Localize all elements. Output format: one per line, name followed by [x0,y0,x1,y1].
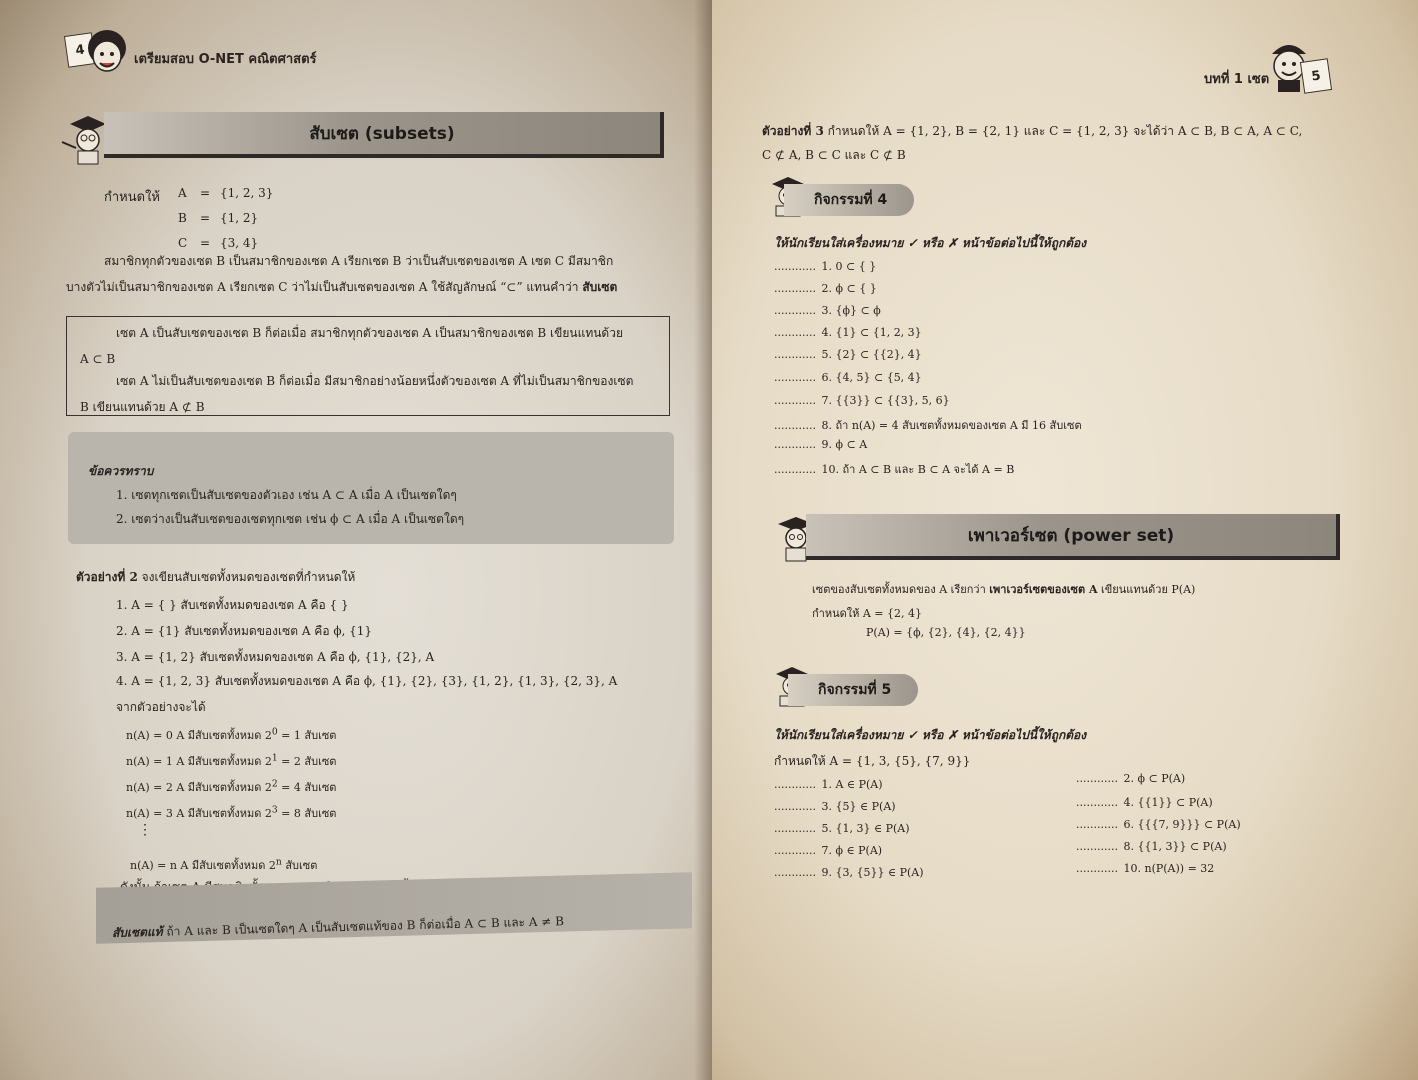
given-intro: กำหนดให้ [104,190,160,205]
activity-5-item: ............ 8. {{1, 3}} ⊂ P(A) [1076,840,1227,853]
given-b-name: B [178,211,187,225]
given-c-name: C [178,236,188,250]
activity-5-instruction: ให้นักเรียนใส่เครื่องหมาย ✓ หรือ ✗ หน้าข้อต่อไปนี้ให้ถูกต้อง [774,728,1087,742]
note-item: 2. เซตว่างเป็นสับเซตของเซตทุกเซต เช่น ϕ ⊂ A เมื่อ A เป็นเซตใดๆ [116,512,465,526]
example-2-text: จงเขียนสับเซตทั้งหมดของเซตที่กำหนดให้ [141,570,356,584]
definition-line-4: B เขียนแทนด้วย A ⊄ B [80,400,205,414]
count-row: n(A) = 2 A มีสับเซตทั้งหมด $2^2 = 4$ สับเซต [126,778,337,794]
example-2-item: 4. A = {1, 2, 3} สับเซตทั้งหมดของเซต A คือ ϕ, {1}, {2}, {3}, {1, 2}, {1, 3}, {2, 3}, A [116,674,618,688]
paragraph-line-2: บางตัวไม่เป็นสมาชิกของเซต A เรียกเซต C ว่าไม่เป็นสับเซตของเซต A ใช้สัญลักษณ์ “⊂” แทนคำว่า [66,280,579,294]
from-example-text: จากตัวอย่างจะได้ [116,700,206,714]
example-3-label: ตัวอย่างที่ 3 [762,124,824,138]
activity-4-item: ............ 6. {4, 5} ⊂ {5, 4} [774,371,922,384]
given-a-eq: = [200,186,211,200]
activity-4-item: ............ 8. ถ้า n(A) = 4 สับเซตทั้งหมดของเซต A มี 16 สับเซต [774,419,1082,432]
definition-line-3: เซต A ไม่เป็นสับเซตของเซต B ก็ต่อเมื่อ มีสมาชิกอย่างน้อยหนึ่งตัวของเซต A ที่ไม่เป็นสมาชิกของเซต [116,374,634,388]
activity-5-item: ............ 2. ϕ ⊂ P(A) [1076,772,1186,785]
example-2-item: 2. A = {1} สับเซตทั้งหมดของเซต A คือ ϕ, {1} [116,624,373,638]
section-title-subsets: สับเซต (subsets) [104,112,664,158]
activity-5-item: ............ 9. {3, {5}} ∈ P(A) [774,866,924,879]
activity-4-item: ............ 1. 0 ⊂ { } [774,260,877,273]
activity-4-item: ............ 10. ถ้า A ⊂ B และ B ⊂ A จะได้ A = B [774,463,1015,476]
note-title: ข้อควรทราบ [88,464,154,478]
activity-5-item: ............ 5. {1, 3} ∈ P(A) [774,822,910,835]
paragraph-bold-term: สับเซต [582,280,618,294]
given-c-eq: = [200,236,211,250]
left-page-number: 4 [64,32,96,68]
power-set-example: P(A) = {ϕ, {2}, {4}, {2, 4}} [866,626,1026,639]
activity-4-item: ............ 4. {1} ⊂ {1, 2, 3} [774,326,922,339]
count-row: n(A) = 3 A มีสับเซตทั้งหมด $2^3 = 8$ สับเซต [126,804,337,820]
activity-5-item: ............ 6. {{{7, 9}}} ⊂ P(A) [1076,818,1241,831]
count-row: n(A) = 1 A มีสับเซตทั้งหมด $2^1 = 2$ สับเซต [126,752,337,768]
given-b-eq: = [200,211,211,225]
example-2-item: 3. A = {1, 2} สับเซตทั้งหมดของเซต A คือ ϕ, {1}, {2}, A [116,650,435,664]
power-set-given: กำหนดให้ A = {2, 4} [812,607,923,620]
example-3-line-1: กำหนดให้ A = {1, 2}, B = {2, 1} และ C = {1, 2, 3} จะได้ว่า A ⊂ B, B ⊂ A, A ⊂ C, [827,124,1303,138]
proper-subset-text: ถ้า A และ B เป็นเซตใดๆ A เป็นสับเซตแท้ของ B ก็ต่อเมื่อ A ⊂ B และ A ≠ B [166,914,565,939]
book-title: เตรียมสอบ O-NET คณิตศาสตร์ [134,52,317,67]
example-2-item: 1. A = { } สับเซตทั้งหมดของเซต A คือ { } [116,598,349,612]
activity-5-item: ............ 3. {5} ∈ P(A) [774,800,896,813]
activity-5-item: ............ 4. {{1}} ⊂ P(A) [1076,796,1213,809]
paragraph-line-1: สมาชิกทุกตัวของเซต B เป็นสมาชิกของเซต A เรียกเซต B ว่าเป็นสับเซตของเซต A เซต C มีสมาชิก [104,254,614,268]
section-title-power-set: เพาเวอร์เซต (power set) [806,514,1340,560]
count-row-n: n(A) = n A มีสับเซตทั้งหมด 2$^n$ สับเซต [130,856,318,872]
power-set-term: เพาเวอร์เซตของเซต A [989,583,1098,596]
given-a-name: A [178,186,187,200]
definition-line-2: A ⊂ B [80,352,116,366]
activity-4-item: ............ 2. ϕ ⊂ { } [774,282,877,295]
given-a-value: {1, 2, 3} [220,186,274,200]
example-2-label: ตัวอย่างที่ 2 [76,570,138,584]
activity-5-title: กิจกรรมที่ 5 [788,674,918,706]
activity-4-item: ............ 3. {ϕ} ⊂ ϕ [774,304,881,317]
right-page-number: 5 [1300,58,1332,94]
girl-mascot-icon [84,26,130,82]
activity-4-instruction: ให้นักเรียนใส่เครื่องหมาย ✓ หรือ ✗ หน้าข้อต่อไปนี้ให้ถูกต้อง [774,236,1087,250]
definition-line-1: เซต A เป็นสับเซตของเซต B ก็ต่อเมื่อ สมาชิกทุกตัวของเซต A เป็นสมาชิกของเซต B เขียนแทนด้วย [116,326,623,340]
example-3-line-2: C ⊄ A, B ⊂ C และ C ⊄ B [762,148,906,162]
proper-subset-label: สับเซตแท้ [111,924,163,940]
given-b-value: {1, 2} [220,211,259,225]
given-c-value: {3, 4} [220,236,259,250]
activity-5-item: ............ 7. ϕ ∈ P(A) [774,844,883,857]
activity-5-item: ............ 1. A ∈ P(A) [774,778,883,791]
activity-4-title: กิจกรรมที่ 4 [784,184,914,216]
activity-4-item: ............ 9. ϕ ⊂ A [774,438,868,451]
activity-4-item: ............ 7. {{3}} ⊂ {{3}, 5, 6} [774,394,950,407]
teacher-mascot-icon [60,112,110,166]
right-page: บทที่ 1 เซต 5 ตัวอย่างที่ 3 กำหนดให้ A = {1, 2}, B = {2, 1} และ C = {1, 2, 3} จะได้ว่า A ⊂ B, B ⊂ A, A ⊂ C, C ⊄ A, B ⊂ C และ C ⊄ B กิจกรรมที่ 4 ให้นักเรียนใส่เครื่องหมาย ✓ หรือ ✗ หน้าข้อต่อไปนี้ให้ถูกต้อง ............ 1. 0 ⊂ { } ............ 2. ϕ ⊂ { } ............ 3. {ϕ} ⊂ ϕ ............ 4. {1} ⊂ {1, 2, 3} ............ 5. {2} ⊂ {{2}, 4} ............ 6. {4, 5} ⊂ {5, 4} ............ 7. {{3}} ⊂ {{3}, 5, 6} ............ 8. ถ้า n(A) = 4 สับเซตทั้งหมดของเซต A มี 16 สับเซต ............ 9. ϕ ⊂ A ............ 10. ถ้า A ⊂ B และ B ⊂ A จะได้ A = B เพาเวอร์เซต (power set) เซตของสับเซตทั้งหมดของ A เรียกว่า เพาเวอร์เซตของเซต A เขียนแทนด้วย P(A) กำหนดให้ A = {2, 4} P(A) = {ϕ, {2}, {4}, {2, 4}} กิจกรรมที่ 5 ให้นักเรียนใส่เครื่องหมาย ✓ หรือ ✗ หน้าข้อต่อไปนี้ให้ถูกต้อง กำหนดให้ A = {1, 3, {5}, {7, 9}} ............ 1. A ∈ P(A) ............ 3. {5} ∈ P(A) ............ 5. {1, 3} ∈ P(A) ............ 7. ϕ ∈ P(A) ............ 9. {3, {5}} ∈ P(A) ............ 2. ϕ ⊂ P(A) ............ 4. {{1}} ⊂ P(A) ............ 6. {{{7, 9}}} ⊂ P(A) ............ 8. {{1, 3}} ⊂ P(A) ............ 10. n(P(A)) = 32 [712,0,1418,1080]
power-set-definition: เซตของสับเซตทั้งหมดของ A เรียกว่า [812,583,986,596]
activity-4-item: ............ 5. {2} ⊂ {{2}, 4} [774,348,922,361]
activity-5-item: ............ 10. n(P(A)) = 32 [1076,862,1215,875]
count-row: n(A) = 0 A มีสับเซตทั้งหมด $2^0 = 1$ สับเซต [126,726,337,742]
vertical-dots: ⋮ [138,822,152,838]
chapter-title: บทที่ 1 เซต [1204,72,1270,87]
activity-5-given: กำหนดให้ A = {1, 3, {5}, {7, 9}} [774,754,971,768]
note-item: 1. เซตทุกเซตเป็นสับเซตของตัวเอง เช่น A ⊂ A เมื่อ A เป็นเซตใดๆ [116,488,457,502]
